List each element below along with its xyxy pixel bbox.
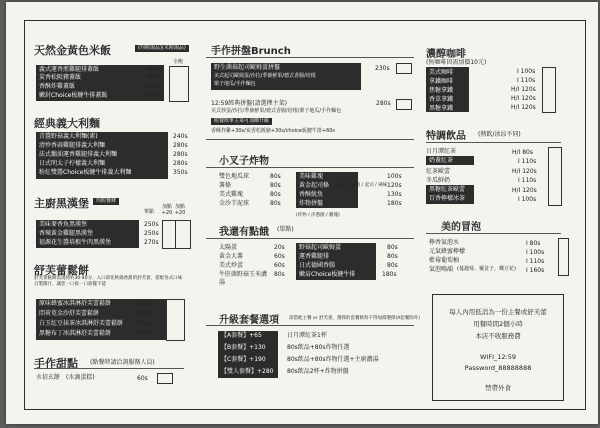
waffle-title: 舒芙蕾鬆餅 — [34, 264, 89, 277]
dessert-title: 手作甜點 — [34, 357, 78, 370]
brunch-title: 手作拼盤Brunch — [211, 46, 291, 57]
price: 240s — [173, 133, 188, 140]
price: I 110s — [518, 158, 537, 165]
list-item: 美味麥香魚黑漢堡 — [39, 221, 88, 228]
list-item: 日式明太子柠檬義大利麵 — [39, 160, 106, 167]
price: 280s — [145, 66, 160, 73]
combo-desc: 日月潭紅茶1杯 — [287, 332, 327, 339]
fried-list-2 — [296, 172, 358, 208]
brunch-item-1 — [211, 63, 361, 90]
list-item: 炭香松阪豬蓋飯 — [39, 74, 82, 81]
list-item: 奶蓋紅茶 — [429, 157, 454, 164]
list-item: 美式炒蛋 — [219, 262, 244, 269]
list-item: 香酥魷魚 — [299, 191, 324, 198]
price: 60s — [274, 253, 285, 260]
list-item: 嫩封Choice板腱牛排蓋飯 — [39, 92, 108, 99]
price: H/I 120s — [512, 187, 537, 194]
price: I 110s — [526, 258, 545, 265]
list-item: 美式雞塊 — [219, 191, 244, 198]
price: 250s — [136, 310, 151, 317]
price: I 100s — [518, 196, 537, 203]
price: H/I 120s — [512, 168, 537, 175]
pasta-title: 經典義大利麵 — [34, 117, 100, 130]
price: 280s — [145, 74, 160, 81]
special-hl-1 — [426, 156, 474, 165]
burger-col: 加點+20 — [174, 204, 186, 216]
burger-badge: 均附薯條 — [93, 198, 119, 205]
combo-label: 【C套餐】+190 — [221, 356, 266, 363]
combo-desc: 80s飲品+80s炸物任選+主廚濃湯 — [287, 356, 379, 363]
list-item: 金沙芋泥球 — [219, 200, 250, 207]
brunch-line: 12:59經典拼盤(請選擇主菜) — [211, 100, 287, 107]
pasta-list — [36, 132, 168, 179]
divider — [426, 142, 561, 143]
price: I 100s — [517, 68, 536, 75]
combo-label: 【A套餐】+65 — [221, 332, 262, 339]
list-item: 清炒香蒜雞腿排義大利麵 — [39, 142, 106, 149]
list-item: 炸物拼盤 — [299, 200, 324, 207]
price: 80s — [270, 200, 281, 207]
list-item: 水信玄餅 — [36, 374, 61, 381]
list-item: 日式德國香腸 — [299, 262, 336, 269]
rice-title: 天然金黃色米飯 — [34, 44, 111, 57]
info-line1: 每人內用低消為一份主餐或舒芙蕾 — [449, 308, 547, 316]
fried-title: 小叉子炸物 — [219, 156, 269, 167]
rice-badge: (均附湯品)(未附湯品) — [135, 45, 189, 52]
price: 80s — [270, 191, 281, 198]
price: 80s — [387, 262, 398, 269]
divider — [206, 57, 414, 58]
divider — [426, 233, 561, 234]
fried-extra: 脆醬 / 蒜蓉 / 起司 / 辣味 — [338, 183, 388, 188]
price: I 160s — [526, 267, 545, 274]
brunch-line: 美式起司歐姆蛋/沙拉/季節鮮果/德式香腸/培根 — [214, 73, 316, 79]
price: I 80s — [526, 240, 541, 247]
price: 280s — [376, 100, 391, 107]
price: 80s — [270, 182, 281, 189]
combo-labels — [218, 331, 278, 378]
price: 280s — [136, 320, 151, 327]
list-item: 薯條 — [219, 182, 232, 189]
brunch-line: 栗子地瓜/手作麵包 — [214, 81, 256, 87]
rice-price-box — [169, 66, 189, 102]
brunch-box-2 — [396, 99, 412, 110]
price: 250s — [144, 230, 159, 237]
beauty-sub: (蔓越莓、覆盆子、蝶豆花) — [457, 266, 516, 272]
burger-col: 單點 — [144, 209, 155, 215]
special-note: (熱飲/冰涼不同) — [478, 131, 521, 138]
price: I 100s — [526, 249, 545, 256]
list-item: 野菇起司歐姆蛋 — [299, 244, 342, 251]
price: 80s — [270, 173, 281, 180]
list-item: 香草拿鐵 — [429, 96, 454, 103]
price: 250s — [136, 300, 151, 307]
list-item-sub: (水滴蛋糕) — [66, 374, 95, 381]
list-item: 藍莓葡萄柚 — [429, 257, 460, 264]
list-item: 香辣黃金雞腿黑漢堡 — [39, 230, 94, 237]
list-item: 黃金大薯 — [219, 253, 244, 260]
list-item: 紅茶歐蕾 — [426, 168, 451, 175]
beauty-box — [558, 238, 569, 276]
list-item: 福源花生醬培根牛肉黑漢堡 — [39, 239, 112, 246]
price: I 110s — [518, 177, 537, 184]
list-item: 冬瓜鮮奶 — [426, 177, 451, 184]
info-line2: 用餐時間2個小時 — [473, 320, 523, 328]
addon-title: 我還有點餓 — [219, 227, 269, 238]
price: 80s — [274, 271, 285, 278]
list-item: 牛肝菌野菇玉米濃湯 — [219, 271, 268, 286]
list-item: 粉紅雙醬Choice板腱牛排義大利麵 — [39, 169, 132, 176]
list-item: 黃金起司條 — [299, 182, 330, 189]
price: 230s — [375, 65, 390, 72]
price: 280s — [173, 151, 188, 158]
divider — [206, 325, 414, 326]
list-item: 百香檸檬冰茶 — [429, 195, 466, 202]
price: 280s — [173, 142, 188, 149]
menu-card — [6, 2, 598, 424]
price: I 110s — [517, 77, 536, 84]
list-item: 美式咖啡 — [429, 69, 454, 76]
list-item: 白玉紅豆抹茶冰淇淋舒芙蕾鬆餅 — [39, 320, 124, 327]
brunch-badge: 附餐飲單主菜可加購升級 — [211, 118, 272, 125]
combo-label: 【雙人套餐】+280 — [221, 368, 274, 375]
info-box — [432, 294, 564, 401]
addon-list-2 — [296, 243, 376, 280]
list-item: 法式鵝油運香雞腿排義大利麵 — [39, 151, 118, 158]
list-item: 問荷莧金沙舒芙蕾鬆餅 — [39, 310, 100, 317]
price: 270s — [144, 239, 159, 246]
divider — [206, 139, 414, 140]
list-item: 美味雞塊 — [299, 173, 324, 180]
price: 60s — [137, 375, 148, 382]
divider — [206, 167, 414, 168]
list-item: 檸香氣泡水 — [429, 239, 460, 246]
divider — [34, 368, 184, 369]
special-title: 特調飲品 — [426, 131, 466, 142]
brunch-box-1 — [396, 63, 412, 74]
coffee-list — [426, 67, 469, 112]
wifi-name: WIFI_12:59 — [480, 353, 516, 361]
price: 100s — [387, 173, 402, 180]
price: 350s — [173, 169, 188, 176]
price: H/I 120s — [511, 86, 536, 93]
list-item: 香酥炸雞蓋飯 — [39, 83, 76, 90]
list-item: 運香雞腿排 — [299, 253, 330, 260]
fried-extra2: (炸物 / 洋蔥圈 / 雞塊) — [296, 213, 340, 218]
list-item: 太陽蛋 — [219, 244, 238, 251]
list-item: 拿鐵咖啡 — [429, 78, 454, 85]
list-item: 元氣蜂蜜檸檬 — [429, 248, 466, 255]
combo-title: 升級套餐選項 — [219, 315, 279, 326]
brunch-upgrade: 香酥炸雞+30s/炭香松阪豬+30s/choice板腱牛排+60s — [211, 128, 336, 134]
list-item: 氣泡鳴韻 — [429, 266, 454, 273]
list-item: 原味蜂蜜冰淇淋舒芙蕾鬆餅 — [39, 300, 112, 307]
list-item: 雙色地瓜球 — [219, 173, 250, 180]
price: 120s — [387, 182, 402, 189]
list-item: 黑糖布丁冰淇淋舒芙蕾鬆餅 — [39, 330, 112, 337]
price: 280s — [136, 330, 151, 337]
price: 20s — [274, 244, 285, 251]
list-item: 日月潭紅茶 — [426, 148, 457, 155]
list-item: 義式運香煎雞腿排蓋飯 — [39, 66, 100, 73]
price: 130s — [387, 191, 402, 198]
dessert-box — [157, 373, 173, 384]
price: 180s — [382, 271, 397, 278]
combo-desc: 80s飲品+80s炸物任選 — [287, 344, 350, 351]
special-box — [548, 147, 562, 206]
brunch-line: 美式炒蛋/沙拉/季節鮮果/德式香腸/培根/栗子地瓜/手作麵包 — [211, 108, 342, 114]
combo-note: 需搭配主餐 or 舒芙蕾，選擇的套餐飲料不得加價選擇(A套餐除外) — [289, 316, 421, 321]
price: 280s — [173, 160, 188, 167]
waffle-desc: 舒芙蕾鬆餅需現烤約30-40分，入口即化軟綿香甜的舒芙蕾，搭配各式口味自製醬汁，讓您一口接一口欲罷不能 — [34, 276, 183, 287]
price: 350s — [145, 92, 160, 99]
price: 80s — [387, 244, 398, 251]
dessert-note: (點餐時請洽詢服務人員) — [90, 359, 155, 366]
list-item: 嫩肩Choice板腱牛排 — [299, 271, 356, 278]
divider — [206, 238, 414, 239]
list-item: 黑糖拿鐵 — [429, 105, 454, 112]
price: 60s — [274, 262, 285, 269]
burger-title: 主廚黑漢堡 — [34, 197, 89, 210]
list-item: 焦糖拿鐵 — [429, 87, 454, 94]
waffle-price-box — [166, 299, 185, 341]
no-outside-food: 禁帶外食 — [485, 384, 511, 392]
rice-col-label: 全飽 — [173, 59, 184, 65]
coffee-box — [542, 67, 556, 113]
coffee-title: 濃醇咖啡 — [426, 49, 466, 60]
beauty-title: 美的冒泡 — [441, 222, 481, 233]
combo-label: 【B套餐】+130 — [221, 344, 266, 351]
price: H/I 120s — [511, 95, 536, 102]
burger-box-2 — [175, 220, 191, 249]
price: 180s — [387, 200, 402, 207]
list-item: 黑糖紅茶歐蕾 — [429, 186, 466, 193]
coffee-note: (無咖啡因需加價10元) — [426, 59, 487, 66]
price: 80s — [387, 253, 398, 260]
price: H/I 80s — [512, 149, 533, 156]
burger-list — [36, 220, 139, 248]
price: H/I 120s — [511, 104, 536, 111]
info-line3: 本店不收服務費 — [475, 332, 521, 340]
combo-desc: 80s飲品2杯+炸物拼盤 — [287, 368, 349, 375]
special-hl-2 — [426, 185, 474, 204]
addon-note: (單點) — [277, 226, 294, 233]
brunch-line: 野生菌菇起司歐姆蛋拼盤 — [214, 64, 281, 71]
list-item: 青醬野菇義大利麵(素) — [39, 133, 98, 140]
price: 250s — [144, 221, 159, 228]
burger-col: 加點+20 — [161, 204, 173, 216]
wifi-password: Password_88888888 — [464, 364, 532, 372]
price: 250s — [145, 83, 160, 90]
